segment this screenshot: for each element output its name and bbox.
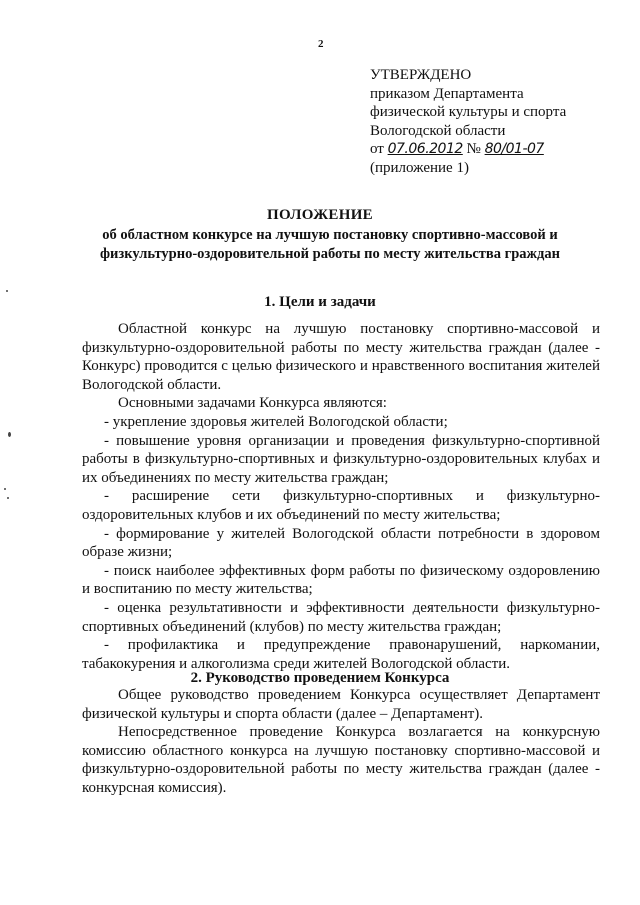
section-1-heading: 1. Цели и задачи — [264, 294, 376, 310]
approval-line: Вологодской области — [370, 122, 506, 139]
page-number: 2 — [318, 38, 324, 50]
approval-line: приказом Департамента — [370, 85, 524, 102]
section-1-body — [82, 320, 600, 673]
handwritten-number: 80/01-07 — [484, 141, 544, 157]
list-item: - формирование у жителей Вологодской области потребности в здоровом образе жизни; — [82, 525, 600, 561]
scan-speck — [6, 290, 8, 292]
list-item: - профилактика и предупреждение правонарушений, наркомании, табакокурения и алкоголизма среди жителей Вологодской области. — [82, 637, 600, 672]
approval-stamp — [370, 66, 566, 177]
list-item: - повышение уровня организации и проведения физкультурно-спортивной работы в физкультурно-спортивных и физкультурно-оздоровительных клубах и их объединениях по месту жительства граждан; — [82, 432, 600, 486]
document-subtitle: об областном конкурсе на лучшую постановку спортивно-массовой и физкультурно-оздоровительной работы по месту жительства граждан — [100, 227, 560, 262]
approval-appendix: (приложение 1) — [370, 159, 469, 176]
date-prefix: от — [370, 141, 384, 157]
scan-speck — [7, 497, 9, 499]
paragraph: Областной конкурс на лучшую постановку спортивно-массовой и физкультурно-оздоровительной работы по месту жительства граждан (далее - Конкурс) проводится с целью физического и нравственного воспитания жителей Вологодской области. — [82, 321, 600, 393]
list-item: - расширение сети физкультурно-спортивных и физкультурно-оздоровительных клубов и их объединений по месту жительства; — [82, 488, 600, 523]
handwritten-date: 07.06.2012 — [387, 141, 463, 157]
section-2-body — [82, 686, 600, 798]
scan-speck — [4, 488, 6, 490]
section-2-heading: 2. Руководство проведением Конкурса — [190, 670, 450, 686]
scan-speck — [8, 432, 11, 437]
paragraph: Непосредственное проведение Конкурса возлагается на конкурсную комиссию областного конкурса на лучшую постановку спортивно-массовой и физкультурно-оздоровительной работы по месту жительства граждан (далее - конкурсная комиссия). — [82, 724, 600, 796]
list-item: - укрепление здоровья жителей Вологодской области; — [104, 413, 448, 430]
number-sign: № — [466, 141, 481, 157]
approval-title: УТВЕРЖДЕНО — [370, 67, 472, 83]
paragraph: Общее руководство проведением Конкурса осуществляет Департамент физической культуры и спорта области (далее – Департамент). — [82, 687, 600, 722]
approval-date-line — [370, 140, 566, 159]
document-title: ПОЛОЖЕНИЕ — [267, 207, 373, 223]
approval-line: физической культуры и спорта — [370, 104, 567, 120]
list-item: - поиск наиболее эффективных форм работы по физическому оздоровлению и воспитанию по месту жительства; — [82, 562, 600, 598]
paragraph: Основными задачами Конкурса являются: — [118, 395, 387, 412]
list-item: - оценка результативности и эффективности деятельности физкультурно-спортивных объединений (клубов) по месту жительства граждан; — [82, 599, 600, 635]
